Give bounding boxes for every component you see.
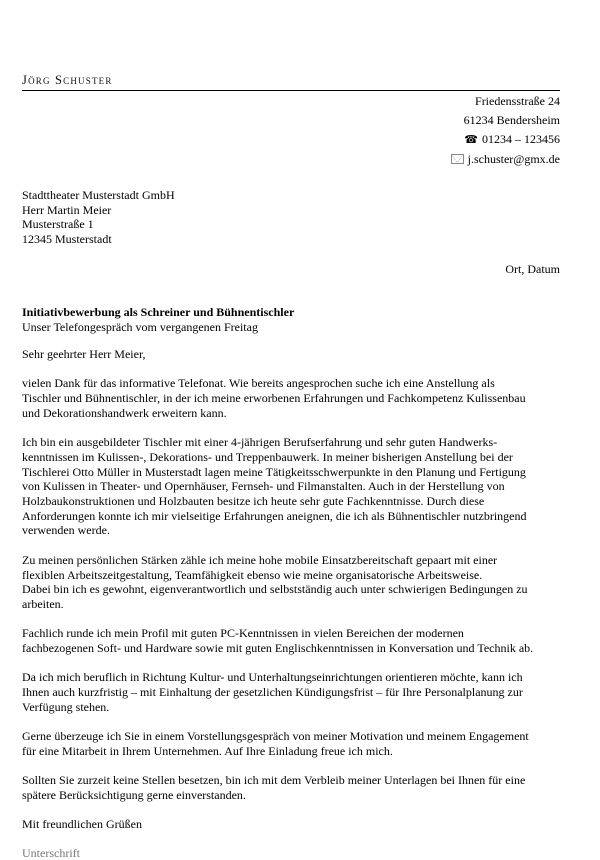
paragraph-line: Da ich mich beruflich in Richtung Kultur- und Unterhaltungseinrichtungen orientieren möchte, kann ich <box>22 670 523 685</box>
paragraph-line: Ihnen auch kurzfristig – mit Einhaltung der gesetzlichen Kündigungsfrist – für Ihre Personalplanung zur <box>22 685 523 700</box>
closing: Mit freundlichen Grüßen <box>22 817 142 832</box>
body-paragraph <box>22 435 562 538</box>
paragraph-line: Holzbaukonstruktionen und Holzbauten besitze ich heute sehr gute Fachkenntnisse. Durch diese <box>22 494 485 508</box>
salutation: Sehr geehrter Herr Meier, <box>22 347 146 361</box>
sender-phone-line <box>300 130 560 150</box>
paragraph-line: fachbezogenen Soft- und Hardware sowie mit guten Englischkenntnissen in Konversation und Technik ab. <box>22 641 534 655</box>
paragraph-line: Fachlich runde ich mein Profil mit guten PC-Kenntnissen in vielen Bereichen der modernen <box>22 626 464 641</box>
paragraph-line: verwenden werde. <box>22 523 110 538</box>
paragraph-line: Gerne überzeuge ich Sie in einem Vorstellungsgespräch von meiner Motivation und meinem Engagement <box>22 729 529 744</box>
paragraph-line: Dabei bin ich es gewohnt, eigenverantwortlich und selbstständig auch unter schwierigen Bedingungen zu <box>22 582 528 597</box>
sender-city: 61234 Bendersheim <box>463 113 560 127</box>
subject-title: Initiativbewerbung als Schreiner und Bühnentischler <box>22 305 295 319</box>
recipient-person: Herr Martin Meier <box>22 202 112 217</box>
body-paragraph <box>22 626 562 655</box>
header-rule <box>22 90 560 91</box>
body-paragraph <box>22 729 562 758</box>
signature: Unterschrift <box>22 845 80 860</box>
letter-body <box>22 347 562 860</box>
paragraph-line: Tischlerei Otto Müller in Musterstadt lagen meine Tätigkeitsschwerpunkte in den Planung und Fertigung <box>22 464 526 479</box>
sender-email: j.schuster@gmx.de <box>467 152 560 166</box>
paragraph-line: und Dekorationshandwerk erweitern kann. <box>22 405 227 420</box>
body-paragraphs <box>22 376 562 802</box>
body-paragraph <box>22 670 562 714</box>
body-paragraph <box>22 376 562 420</box>
sender-street: Friedensstraße 24 <box>475 94 560 108</box>
recipient-street: Musterstraße 1 <box>22 217 94 231</box>
paragraph-line: Sollten Sie zurzeit keine Stellen besetzen, bin ich mit dem Verbleib meiner Unterlagen bei Ihnen für eine <box>22 773 526 788</box>
paragraph-line: Tischler und Bühnentischler, in der ich meine erworbenen Erfahrungen und Fachkompetenz Kulissenbau <box>22 391 526 406</box>
paragraph-line: spätere Berücksichtigung gerne einverstanden. <box>22 787 246 802</box>
paragraph-line: Zu meinen persönlichen Stärken zähle ich meine hohe mobile Einsatzbereitschaft gepaart mit einer <box>22 552 498 567</box>
body-paragraph <box>22 553 562 612</box>
recipient-address <box>22 188 175 246</box>
paragraph-line: von Kulissen in Theater- und Opernhäuser, Fernseh- und Filmanstalten. Auch in der Herstellung von <box>22 479 505 494</box>
recipient-city: 12345 Musterstadt <box>22 231 112 246</box>
sender-name: Jörg Schuster <box>22 73 113 87</box>
paragraph-line: arbeiten. <box>22 596 64 611</box>
paragraph-line: Ich bin ein ausgebildeter Tischler mit einer 4-jährigen Berufserfahrung und sehr guten Handwerks- <box>22 435 498 450</box>
recipient-company: Stadttheater Musterstadt GmbH <box>22 188 175 202</box>
paragraph-line: Verfügung stehen. <box>22 699 110 714</box>
envelope-icon <box>451 154 464 164</box>
paragraph-line: kenntnissen im Kulissen-, Dekorations- und Treppenbauwerk. In meiner bisherigen Anstellung bei der <box>22 449 513 464</box>
sender-address <box>300 92 560 169</box>
sender-phone: 01234 – 123456 <box>482 132 560 146</box>
paragraph-line: flexiblen Arbeitszeitgestaltung, Teamfähigkeit ebenso wie meine organisatorische Arbeitsweise. <box>22 567 483 582</box>
paragraph-line: für eine Mitarbeit in Ihrem Unternehmen. Auf Ihre Einladung freue ich mich. <box>22 743 393 758</box>
phone-icon: ☎ <box>464 134 478 146</box>
sender-email-line <box>300 150 560 169</box>
date-line: Ort, Datum <box>505 262 560 276</box>
subject-reference: Unser Telefongespräch vom vergangenen Freitag <box>22 320 258 334</box>
body-paragraph <box>22 773 562 802</box>
subject-block <box>22 305 294 335</box>
paragraph-line: Anforderungen konnte ich mir vielseitige Erfahrungen aneignen, die ich als Bühnentischler nutzbringend <box>22 508 527 523</box>
paragraph-line: vielen Dank für das informative Telefonat. Wie bereits angesprochen suche ich eine Anstellung als <box>22 376 495 391</box>
